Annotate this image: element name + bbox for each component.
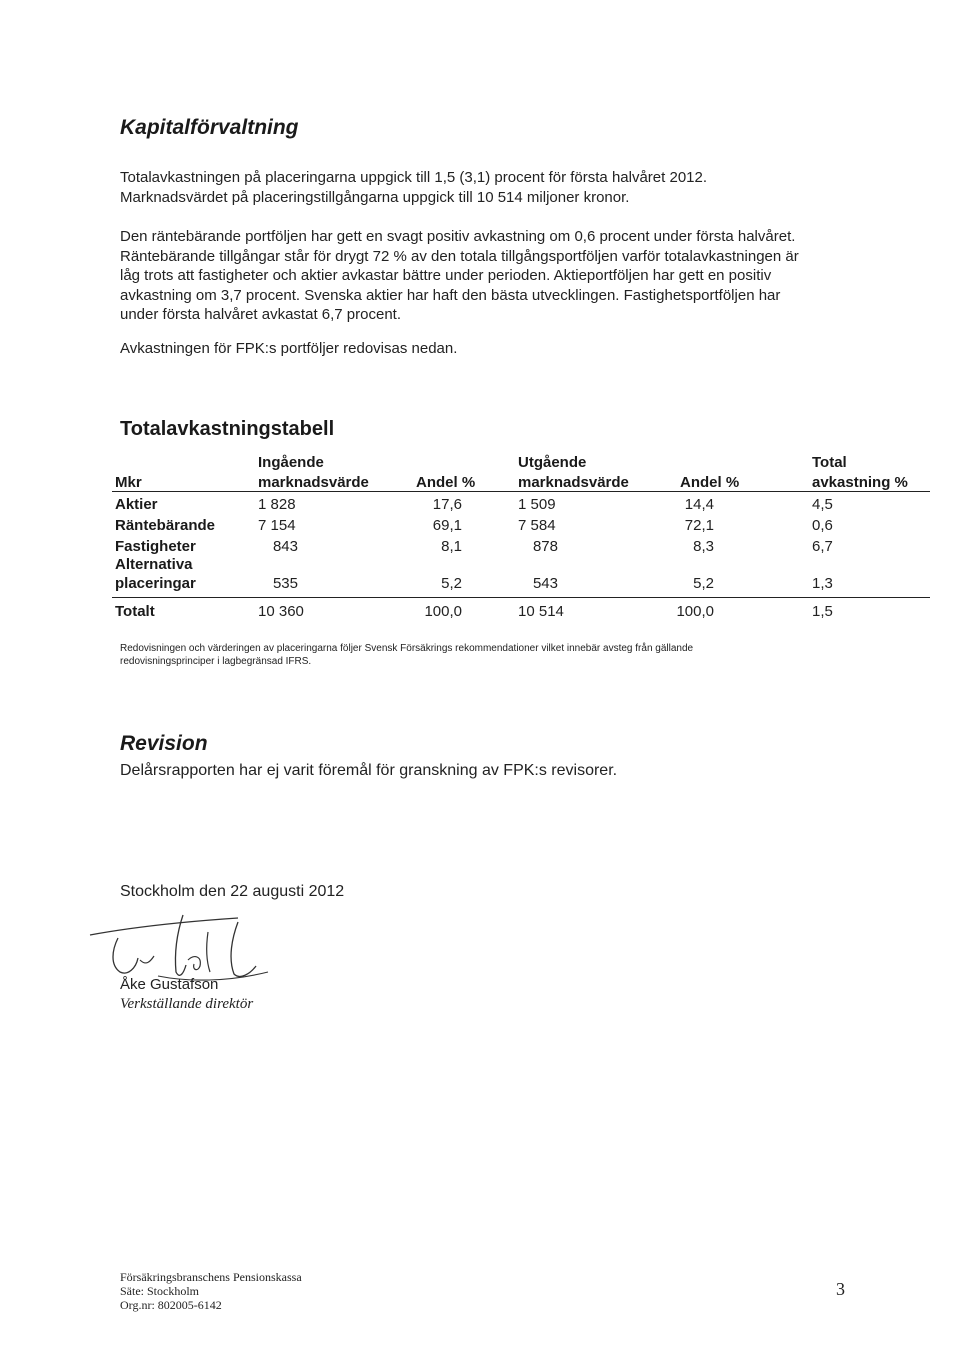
paragraph-line: avkastning om 3,7 procent. Svenska aktier har haft den bästa utvecklingen. Fastighetsportföljen har <box>120 286 781 304</box>
header-total-avkastning: avkastning % <box>812 474 908 491</box>
row-label-total: Totalt <box>115 603 155 620</box>
paragraph-line: under första halvåret avkastat 6,7 procent. <box>120 306 401 323</box>
revision-text: Delårsrapporten har ej varit föremål för granskning av FPK:s revisorer. <box>120 762 618 779</box>
cell-andel-ut: 14,4 <box>684 496 714 513</box>
row-label: Fastigheter <box>115 538 196 555</box>
paragraph-line: Marknadsvärdet på placeringstillgångarna uppgick till 10 514 miljoner kronor. <box>120 188 630 206</box>
header-marknadsvarde-ut: marknadsvärde <box>518 474 629 491</box>
row-label: Aktier <box>115 496 158 513</box>
cell-total: 4,5 <box>812 496 833 513</box>
section-title-revision: Revision <box>120 732 208 755</box>
header-andel-ut: Andel % <box>680 474 740 491</box>
cell-ingaende: 843 <box>272 538 298 555</box>
cell-ingaende: 7 154 <box>258 517 296 534</box>
paragraph-3 <box>120 339 920 359</box>
cell-total-total: 1,5 <box>812 603 833 620</box>
paragraph-line: Avkastningen för FPK:s portföljer redovisas nedan. <box>120 340 458 357</box>
footnote-line: redovisningsprinciper i lagbegränsad IFRS. <box>120 656 312 667</box>
header-mkr: Mkr <box>115 474 142 491</box>
footer-org <box>120 1270 302 1312</box>
section-title-kapitalforvaltning: Kapitalförvaltning <box>120 116 299 139</box>
header-utgaende: Utgående <box>518 454 587 471</box>
place-date: Stockholm den 22 augusti 2012 <box>120 883 345 900</box>
cell-ingaende: 535 <box>272 575 298 592</box>
cell-total: 0,6 <box>812 517 833 534</box>
paragraph-line: Den räntebärande portföljen har gett en svagt positiv avkastning om 0,6 procent under första halvåret. <box>120 228 796 245</box>
signatory-name: Åke Gustafson <box>120 976 219 993</box>
header-andel-in: Andel % <box>416 474 476 491</box>
cell-ingaende: 1 828 <box>258 496 296 513</box>
footer-line: Säte: Stockholm <box>120 1284 199 1298</box>
cell-andel-in: 5,2 <box>441 575 462 592</box>
cell-utgaende-total: 10 514 <box>518 603 564 620</box>
footer-line: Org.nr: 802005-6142 <box>120 1298 222 1312</box>
cell-utgaende: 878 <box>532 538 558 555</box>
paragraph-2 <box>120 227 940 325</box>
cell-andel-in: 8,1 <box>441 538 462 555</box>
signatory-role: Verkställande direktör <box>120 996 254 1012</box>
cell-andel-ut: 8,3 <box>693 538 714 555</box>
table-total-rule <box>112 597 930 598</box>
paragraph-line: Räntebärande tillgångar står för drygt 72 % av den totala tillgångsportföljen varför totalavkastningen är <box>120 247 799 265</box>
row-label: Alternativa <box>115 556 193 573</box>
cell-total: 6,7 <box>812 538 833 555</box>
header-ingaende: Ingående <box>258 454 324 471</box>
header-marknadsvarde-in: marknadsvärde <box>258 474 369 491</box>
table-footnote <box>120 642 940 668</box>
paragraph-line: låg trots att fastigheter och aktier avkastar bättre under perioden. Aktieportföljen har gett en positiv <box>120 267 772 284</box>
cell-total: 1,3 <box>812 575 833 592</box>
cell-ingaende-total: 10 360 <box>258 603 304 620</box>
table-header-rule <box>112 491 930 492</box>
cell-utgaende: 543 <box>532 575 558 592</box>
cell-andel-ut: 72,1 <box>684 517 714 534</box>
paragraph-line: Totalavkastningen på placeringarna uppgick till 1,5 (3,1) procent för första halvåret 2012. <box>120 169 708 186</box>
cell-andel-in-total: 100,0 <box>424 603 462 620</box>
footer-line: Försäkringsbranschens Pensionskassa <box>120 1270 302 1284</box>
cell-andel-ut-total: 100,0 <box>676 603 714 620</box>
table-title: Totalavkastningstabell <box>120 418 335 440</box>
paragraph-1 <box>120 168 920 207</box>
footnote-line: Redovisningen och värderingen av placeringarna följer Svensk Försäkrings rekommendationer vilket innebär avsteg från gällande <box>120 643 694 654</box>
cell-andel-ut: 5,2 <box>693 575 714 592</box>
cell-andel-in: 17,6 <box>432 496 462 513</box>
cell-andel-in: 69,1 <box>432 517 462 534</box>
header-total: Total <box>812 454 847 471</box>
cell-utgaende: 7 584 <box>518 517 556 534</box>
row-label: placeringar <box>115 575 196 592</box>
cell-utgaende: 1 509 <box>518 496 556 513</box>
row-label: Räntebärande <box>115 517 216 534</box>
page-number: 3 <box>836 1279 845 1299</box>
